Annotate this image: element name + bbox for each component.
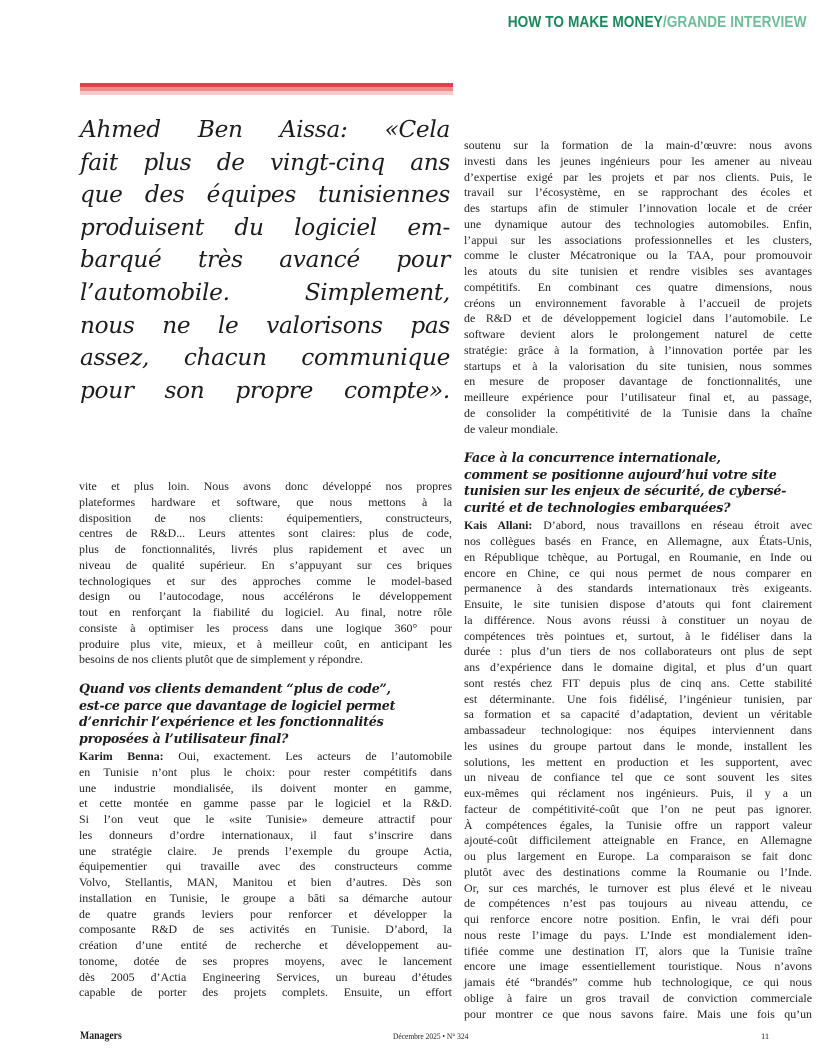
body-line: eux-mêmes qui réclament nos ingénieurs. Puis, il y a un <box>464 786 812 800</box>
body-line: un niveau de confiance tel que ce sont souvent les sites <box>464 770 812 785</box>
body-line: les atouts du site tunisien et rendre visibles ses avantages <box>464 264 812 278</box>
body-line: installation en Tunisie, le groupe a bâti sa démarche autour <box>79 890 452 905</box>
question-line: d’enrichir l’expérience et les fonctionnalités <box>79 714 384 729</box>
body-line: software devient alors le prolongement naturel de cette <box>464 327 812 341</box>
interview-question <box>79 681 452 747</box>
body-line: Or, sur ces marchés, le turnover est plus élevé et le niveau <box>464 880 812 895</box>
question-line: tunisien sur les enjeux de sécurité, de cybersé- <box>464 483 787 499</box>
body-line: équipementier qui travaille avec des constructeurs comme <box>79 859 452 874</box>
body-line: investi dans les jeunes ingénieurs pour les amener au niveau <box>464 153 812 168</box>
pull-quote-line: l’automobile. Simplement, <box>80 278 450 306</box>
question-line: Quand vos clients demandent “plus de code”, <box>79 681 391 696</box>
body-line: compétences très pointues et, surtout, à le fidéliser dans la <box>464 628 812 643</box>
body-line: qui renforce encore notre position. Enfin, le vrai défi pour <box>464 912 812 926</box>
body-line: des startups afin de stimuler l’innovation locale et de créer <box>464 201 812 215</box>
decorative-rule <box>80 83 453 95</box>
body-line: compétitifs. En combinant ces quatre dimensions, nous <box>464 279 812 294</box>
body-line: encore en Chine, ce qui nous permet de nous comparer en <box>464 565 812 580</box>
section-separator: / <box>663 14 668 31</box>
rule-band <box>80 91 453 95</box>
answer-text: Oui, exactement. Les acteurs de l’automobile <box>163 749 452 763</box>
body-line: sa formation et sa capacité d’adaptation, devient un véritable <box>464 707 812 722</box>
body-line: stratégie: grâce à la formation, à l’innovation portée par les <box>464 342 812 357</box>
body-line: vite et plus loin. Nous avons donc développé nos propres <box>79 479 452 493</box>
article-column-left <box>79 479 452 1001</box>
body-line: de valeur mondiale. <box>464 421 559 436</box>
body-line: créons un environnement favorable à l’accueil de projets <box>464 295 812 310</box>
body-line: en Tunisie n’ont plus le choix: pour rester compétitifs dans <box>79 764 452 779</box>
body-line: Volvo, Stellantis, MAN, Manitou et bien d’autres. Dès son <box>79 875 452 889</box>
body-line: une stratégie claire. Je prends l’exemple du groupe Actia, <box>79 843 452 858</box>
body-line: dès 2005 d’Actia Engineering Services, un bureau d’études <box>79 969 452 984</box>
body-line: technologiques et sur des approches comme le model-based <box>79 573 452 588</box>
body-line: en mesure de proposer davantage de fonctionnalités, une <box>464 374 812 389</box>
body-line: disposition de nos clients: équipementiers, constructeurs, <box>79 510 452 525</box>
body-line: une industrie mondialisée, ils doivent monter en gamme, <box>79 780 452 795</box>
body-line: besoins de nos clients plutôt que de simplement y répondre. <box>79 652 363 667</box>
body-line: d’expertise exigé par les projets et par nos clients. Puis, le <box>464 169 812 184</box>
body-line: travail sur l’écosystème, en se rapprochant des écoles et <box>464 185 812 200</box>
body-line: tonome, dotée de ses propres moyens, avec le lancement <box>79 953 452 968</box>
body-line: startups et à la valorisation du site tunisien, nous sommes <box>464 358 812 373</box>
pull-quote-line: nous ne le valorisons pas <box>80 311 450 339</box>
pull-quote-line: Ahmed Ben Aissa: «Cela <box>80 116 450 143</box>
pull-quote-line: que des équipes tunisiennes <box>80 181 450 209</box>
page-number: 11 <box>761 1031 770 1041</box>
answer-paragraph <box>79 749 452 1001</box>
body-line: produire plus vite, mieux, et à meilleur coût, en anticipant les <box>79 636 452 651</box>
body-line: une dynamique autour des technologies automobiles. Enfin, <box>464 216 812 231</box>
body-line: pour montrer ce que nous savons faire. Mais une fois qu’un <box>464 1006 812 1021</box>
body-line: solutions, les mettent en production et les supportent, avec <box>464 754 812 769</box>
body-line: niveau de qualité supérieur. En s’appuyant sur ces briques <box>79 557 452 572</box>
body-line: Ensuite, le site tunisien dispose d’atouts qui font clairement <box>464 597 812 611</box>
body-paragraph <box>464 138 812 437</box>
speaker-name: Karim Benna: <box>79 749 164 763</box>
question-line: proposées à l’utilisateur final? <box>79 730 289 746</box>
speaker-name: Kais Allani: <box>464 518 533 533</box>
answer-text: D’abord, nous travaillons en réseau étroit avec <box>532 518 812 533</box>
question-line: curité et de technologies embarquées? <box>464 499 731 515</box>
body-line: ajouté-coût difficilement atteignable en France, en Allemagne <box>464 833 812 848</box>
answer-first-line <box>464 518 812 534</box>
question-line: Face à la concurrence internationale, <box>464 450 721 466</box>
issue-info: Décembre 2025 • N° 324 <box>393 1031 469 1041</box>
body-line: Si l’on veut que le «site Tunisie» demeure attractif pour <box>79 812 452 826</box>
body-line: plutôt avec des destinations comme la Roumanie ou l’Inde. <box>464 864 812 879</box>
body-line: facteur de compétitivité-coût que l’on ne peut pas ignorer. <box>464 801 812 816</box>
body-line: meilleure expérience pour l’utilisateur final et, au passage, <box>464 390 812 404</box>
body-line: comme le cluster Mécatronique ou la TAA, pour promouvoir <box>464 248 812 263</box>
interview-question <box>464 450 812 516</box>
body-line: tifiée comme une destination IT, alors que la Tunisie traîne <box>464 943 812 958</box>
body-line: création d’une entité de recherche et développement au- <box>79 938 452 952</box>
section-header <box>508 14 807 32</box>
body-line: plateformes hardware et software, que nous mettons à la <box>79 494 452 509</box>
body-line: ou plus largement en Europe. La comparaison se fait donc <box>464 849 812 863</box>
body-line: les donneurs d’ordre internationaux, il faut s’inscrire dans <box>79 827 452 842</box>
body-line: encore une image essentiellement touristique. Nous n’avons <box>464 959 812 974</box>
pull-quote <box>80 114 450 407</box>
pull-quote-line: fait plus de vingt-cinq ans <box>80 148 450 176</box>
body-line: À compétences égales, la Tunisie offre un rapport valeur <box>464 817 812 832</box>
body-line: capable de porter des projets complets. Ensuite, un effort <box>79 985 452 1000</box>
body-line: composante R&D de ses activités en Tunisie. D’abord, la <box>79 922 452 937</box>
body-line: nous reste l’image du pays. L’Inde est mondialement iden- <box>464 927 812 942</box>
body-paragraph <box>79 479 452 668</box>
body-line: plus de fonctionnalités, livrés plus rapidement et avec un <box>79 542 452 556</box>
answer-paragraph <box>464 518 812 1022</box>
body-line: l’appui sur les associations professionnelles et les clusters, <box>464 232 812 247</box>
body-line: et cette montée en gamme passe par le logiciel et la R&D. <box>79 796 452 811</box>
body-line: jamais été “brandés” comme hub technologique, ce qui nous <box>464 975 812 989</box>
body-line: ambassadeur technologique: nos équipes interviennent dans <box>464 723 812 737</box>
body-line: les usines du groupe partout dans le monde, installent les <box>464 738 812 753</box>
body-line: centres de R&D... Leurs attentes sont claires: plus de code, <box>79 526 452 541</box>
body-line: est déterminante. Une fois fidélisé, l’ingénieur tunisien, par <box>464 691 812 706</box>
body-line: de quatre grands leviers pour renforcer et développer la <box>79 906 452 921</box>
pull-quote-line: barqué très avancé pour <box>80 246 450 274</box>
section-title-secondary: GRANDE INTERVIEW <box>667 14 807 31</box>
body-line: de consolider la compétitivité de la Tunisie dans la chaîne <box>464 405 812 420</box>
body-line: la différence. Nous avons réussi à constituer un noyau de <box>464 612 812 627</box>
question-line: est-ce parce que davantage de logiciel permet <box>79 697 396 713</box>
section-title-primary: HOW TO MAKE MONEY <box>508 14 664 31</box>
body-line: sont restés chez FIT depuis plus de cinq ans. Cette stabilité <box>464 675 812 690</box>
body-line: soutenu sur la formation de la main-d’œuvre: nous avons <box>464 138 812 152</box>
body-line: consiste à optimiser les process dans une logique 360° pour <box>79 620 452 635</box>
magazine-brand: Managers <box>80 1030 122 1042</box>
body-line: ans d’expérience dans le domaine digital, et plus d’un quart <box>464 660 812 674</box>
body-line: nos collègues basés en France, en Allemagne, aux États-Unis, <box>464 534 812 548</box>
body-line: tout en renforçant la fiabilité du logiciel. Au final, notre rôle <box>79 605 452 619</box>
pull-quote-line: produisent du logiciel em- <box>80 213 450 241</box>
page-footer <box>80 1030 770 1046</box>
pull-quote-line: assez, chacun communique <box>80 344 450 372</box>
body-line: de R&D et de développement logiciel dans l’automobile. Le <box>464 311 812 326</box>
body-line: en République tchèque, au Portugal, en Roumanie, en Inde ou <box>464 549 812 564</box>
pull-quote-line: pour son propre compte». <box>80 376 450 404</box>
article-column-right <box>464 138 812 1022</box>
body-line: design ou l’autocodage, nous accélérons le développement <box>79 589 452 604</box>
body-line: de compétences n’est pas toujours au niveau attendu, ce <box>464 896 812 911</box>
question-line: comment se positionne aujourd’hui votre site <box>464 466 777 482</box>
body-line: permanence à des standards internationaux très exigeants. <box>464 581 812 596</box>
body-line: oblige à faire un gros travail de conviction commerciale <box>464 990 812 1005</box>
body-line: durée : plus d’un tiers de nos collaborateurs ont plus de sept <box>464 644 812 659</box>
answer-first-line <box>79 749 452 765</box>
